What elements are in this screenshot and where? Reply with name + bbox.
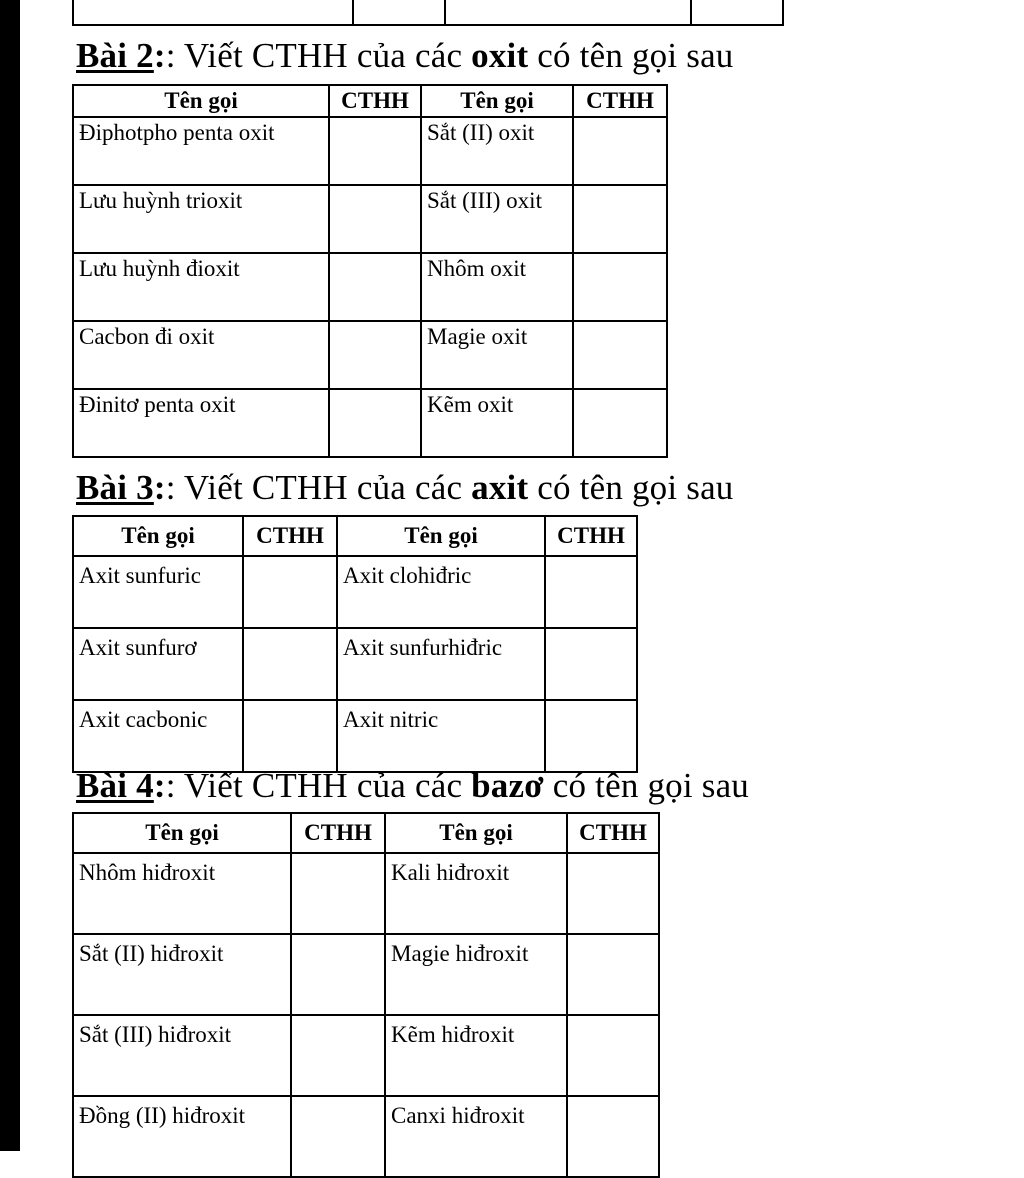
- formula-answer-cell[interactable]: [545, 628, 637, 700]
- name-cell: Axit clohiđric: [337, 556, 545, 628]
- column-header: Tên gọi: [337, 516, 545, 556]
- oxide-table: [72, 84, 668, 458]
- column-header: Tên gọi: [385, 813, 567, 853]
- table-row: [73, 628, 637, 700]
- heading-keyword: bazơ: [471, 766, 544, 805]
- column-header: CTHH: [329, 85, 421, 117]
- name-cell: Axit sunfurơ: [73, 628, 243, 700]
- name-cell: Sắt (III) oxit: [421, 185, 573, 253]
- heading-text: có tên gọi sau: [528, 468, 734, 507]
- table-cell: [445, 0, 691, 25]
- table-row: [73, 556, 637, 628]
- exercise-number: Bài 4: [76, 766, 154, 805]
- formula-answer-cell[interactable]: [545, 700, 637, 772]
- formula-answer-cell[interactable]: [243, 700, 337, 772]
- name-cell: Đinitơ penta oxit: [73, 389, 329, 457]
- formula-answer-cell[interactable]: [291, 853, 385, 934]
- column-header: CTHH: [243, 516, 337, 556]
- table-row: [73, 0, 783, 25]
- formula-answer-cell[interactable]: [573, 389, 667, 457]
- table-row: [73, 853, 659, 934]
- name-cell: Sắt (II) oxit: [421, 117, 573, 185]
- formula-answer-cell[interactable]: [573, 321, 667, 389]
- name-cell: Sắt (II) hiđroxit: [73, 934, 291, 1015]
- table-cell: [353, 0, 445, 25]
- column-header: Tên gọi: [421, 85, 573, 117]
- name-cell: Canxi hiđroxit: [385, 1096, 567, 1177]
- table-row: [73, 934, 659, 1015]
- table-row: [73, 1096, 659, 1177]
- previous-table-fragment: [72, 0, 784, 26]
- name-cell: Nhôm oxit: [421, 253, 573, 321]
- name-cell: Kali hiđroxit: [385, 853, 567, 934]
- column-header: Tên gọi: [73, 516, 243, 556]
- formula-answer-cell[interactable]: [329, 117, 421, 185]
- heading-text: có tên gọi sau: [528, 36, 734, 75]
- formula-answer-cell[interactable]: [329, 185, 421, 253]
- left-edge-shadow: [0, 0, 20, 1151]
- table-header-row: [73, 813, 659, 853]
- exercise-number: Bài 3: [76, 468, 154, 507]
- formula-answer-cell[interactable]: [329, 321, 421, 389]
- table-row: [73, 700, 637, 772]
- heading-keyword: oxit: [471, 36, 529, 75]
- name-cell: Cacbon đi oxit: [73, 321, 329, 389]
- name-cell: Magie oxit: [421, 321, 573, 389]
- name-cell: Nhôm hiđroxit: [73, 853, 291, 934]
- formula-answer-cell[interactable]: [567, 853, 659, 934]
- heading-text: có tên gọi sau: [543, 766, 750, 805]
- exercise-4-heading: Bài 4:: Viết CTHH của các bazơ có tên gọi sau: [76, 766, 750, 805]
- formula-answer-cell[interactable]: [291, 934, 385, 1015]
- table-header-row: [73, 85, 667, 117]
- name-cell: Magie hiđroxit: [385, 934, 567, 1015]
- formula-answer-cell[interactable]: [573, 117, 667, 185]
- column-header: CTHH: [567, 813, 659, 853]
- formula-answer-cell[interactable]: [243, 556, 337, 628]
- table-cell: [73, 0, 353, 25]
- formula-answer-cell[interactable]: [329, 253, 421, 321]
- table-header-row: [73, 516, 637, 556]
- name-cell: Đồng (II) hiđroxit: [73, 1096, 291, 1177]
- exercise-2-heading: Bài 2:: Viết CTHH của các oxit có tên gọi sau: [76, 36, 734, 75]
- table-row: [73, 253, 667, 321]
- formula-answer-cell[interactable]: [545, 556, 637, 628]
- name-cell: Axit sunfurhiđric: [337, 628, 545, 700]
- name-cell: Axit sunfuric: [73, 556, 243, 628]
- formula-answer-cell[interactable]: [573, 185, 667, 253]
- table-row: [73, 1015, 659, 1096]
- heading-text: : Viết CTHH của các: [165, 766, 472, 805]
- column-header: CTHH: [545, 516, 637, 556]
- heading-keyword: axit: [471, 468, 529, 507]
- heading-text: : Viết CTHH của các: [165, 468, 472, 507]
- column-header: CTHH: [291, 813, 385, 853]
- name-cell: Lưu huỳnh đioxit: [73, 253, 329, 321]
- name-cell: Axit nitric: [337, 700, 545, 772]
- name-cell: Axit cacbonic: [73, 700, 243, 772]
- formula-answer-cell[interactable]: [291, 1096, 385, 1177]
- formula-answer-cell[interactable]: [567, 1096, 659, 1177]
- name-cell: Kẽm oxit: [421, 389, 573, 457]
- name-cell: Điphotpho penta oxit: [73, 117, 329, 185]
- name-cell: Lưu huỳnh trioxit: [73, 185, 329, 253]
- formula-answer-cell[interactable]: [567, 934, 659, 1015]
- formula-answer-cell[interactable]: [243, 628, 337, 700]
- formula-answer-cell[interactable]: [573, 253, 667, 321]
- table-row: [73, 321, 667, 389]
- acid-table: [72, 515, 638, 773]
- heading-text: : Viết CTHH của các: [165, 36, 472, 75]
- column-header: Tên gọi: [73, 85, 329, 117]
- table-row: [73, 389, 667, 457]
- name-cell: Sắt (III) hiđroxit: [73, 1015, 291, 1096]
- column-header: CTHH: [573, 85, 667, 117]
- column-header: Tên gọi: [73, 813, 291, 853]
- exercise-number: Bài 2: [76, 36, 154, 75]
- base-table: [72, 812, 660, 1178]
- table-row: [73, 117, 667, 185]
- table-cell: [691, 0, 783, 25]
- formula-answer-cell[interactable]: [291, 1015, 385, 1096]
- formula-answer-cell[interactable]: [329, 389, 421, 457]
- exercise-3-heading: Bài 3:: Viết CTHH của các axit có tên gọi sau: [76, 468, 734, 507]
- name-cell: Kẽm hiđroxit: [385, 1015, 567, 1096]
- table-row: [73, 185, 667, 253]
- formula-answer-cell[interactable]: [567, 1015, 659, 1096]
